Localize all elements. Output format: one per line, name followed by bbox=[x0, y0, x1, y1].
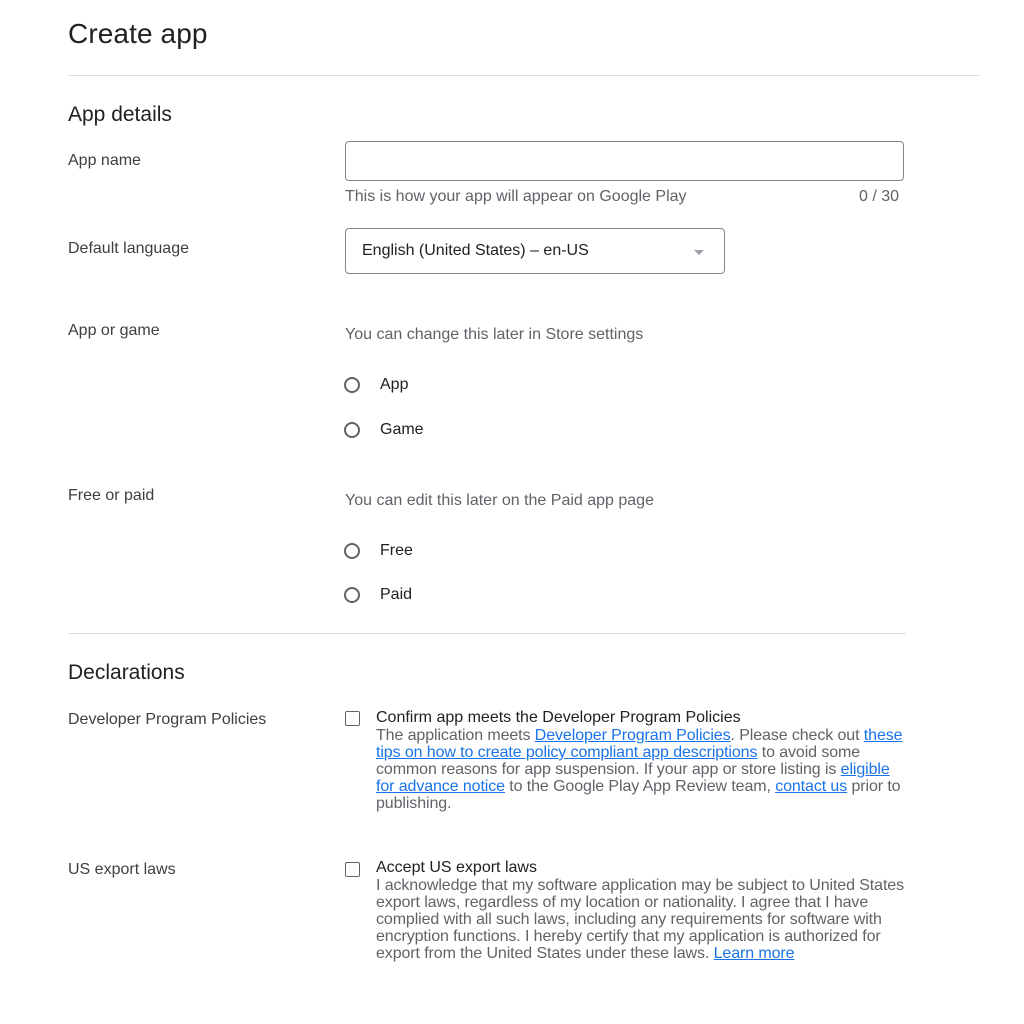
learn-more-link[interactable]: Learn more bbox=[713, 945, 795, 962]
export-laws-checkbox[interactable] bbox=[345, 862, 360, 877]
radio-free-label: Free bbox=[380, 542, 413, 559]
text: . Please check out bbox=[730, 727, 864, 744]
app-name-hint: This is how your app will appear on Google Play bbox=[345, 188, 687, 205]
section-title-app-details: App details bbox=[68, 103, 172, 126]
export-laws-description bbox=[376, 877, 906, 962]
developer-policies-label: Developer Program Policies bbox=[68, 711, 267, 728]
default-language-label: Default language bbox=[68, 240, 189, 257]
radio-free[interactable] bbox=[344, 542, 413, 560]
app-name-label: App name bbox=[68, 152, 141, 169]
policy-tips-link[interactable]: these tips on how to create policy compliant app descriptions bbox=[376, 727, 903, 761]
app-or-game-hint: You can change this later in Store settings bbox=[345, 326, 644, 343]
text: prior to publishing. bbox=[376, 778, 901, 812]
radio-app[interactable] bbox=[344, 376, 408, 394]
export-laws-declaration bbox=[376, 859, 906, 962]
radio-circle-icon[interactable] bbox=[344, 587, 360, 603]
free-or-paid-label: Free or paid bbox=[68, 487, 155, 504]
developer-program-policies-link[interactable]: Developer Program Policies bbox=[534, 727, 731, 744]
contact-us-link[interactable]: contact us bbox=[775, 778, 848, 795]
developer-policies-description bbox=[376, 727, 906, 812]
radio-paid-label: Paid bbox=[380, 586, 413, 603]
radio-app-label: App bbox=[380, 376, 409, 393]
header-divider bbox=[68, 75, 979, 76]
radio-game-label: Game bbox=[380, 421, 424, 438]
text: The application meets bbox=[376, 727, 535, 744]
developer-policies-declaration bbox=[376, 709, 906, 812]
text: I acknowledge that my software application may be subject to United States export laws, regardless of my location or nationality. I agree that I have complied with all such laws, including any requirements for software with encryption functions. I hereby certify that my application is authorized for export from the United States under these laws. bbox=[376, 877, 904, 962]
radio-game[interactable] bbox=[344, 421, 424, 439]
radio-circle-icon[interactable] bbox=[344, 543, 360, 559]
radio-circle-icon[interactable] bbox=[344, 422, 360, 438]
page-title: Create app bbox=[68, 18, 208, 49]
radio-paid[interactable] bbox=[344, 586, 412, 604]
text: to the Google Play App Review team, bbox=[504, 778, 776, 795]
export-laws-checkbox-label[interactable]: Accept US export laws bbox=[376, 859, 537, 876]
section-title-declarations: Declarations bbox=[68, 661, 185, 684]
export-laws-label: US export laws bbox=[68, 861, 176, 878]
app-name-field[interactable] bbox=[345, 141, 904, 181]
radio-circle-icon[interactable] bbox=[344, 377, 360, 393]
default-language-value: English (United States) – en-US bbox=[362, 242, 589, 259]
text: to avoid some common reasons for app suspension. If your app or store listing is bbox=[376, 744, 861, 778]
developer-policies-checkbox[interactable] bbox=[345, 711, 360, 726]
default-language-select[interactable] bbox=[345, 228, 725, 274]
advance-notice-link[interactable]: eligible for advance notice bbox=[376, 761, 890, 795]
section-divider bbox=[68, 633, 906, 634]
app-or-game-label: App or game bbox=[68, 322, 160, 339]
app-name-char-counter: 0 / 30 bbox=[859, 188, 900, 205]
developer-policies-checkbox-label[interactable]: Confirm app meets the Developer Program Policies bbox=[376, 709, 741, 726]
dropdown-arrow-icon bbox=[694, 250, 704, 255]
free-or-paid-hint: You can edit this later on the Paid app page bbox=[345, 492, 654, 509]
app-name-input[interactable] bbox=[346, 142, 903, 180]
